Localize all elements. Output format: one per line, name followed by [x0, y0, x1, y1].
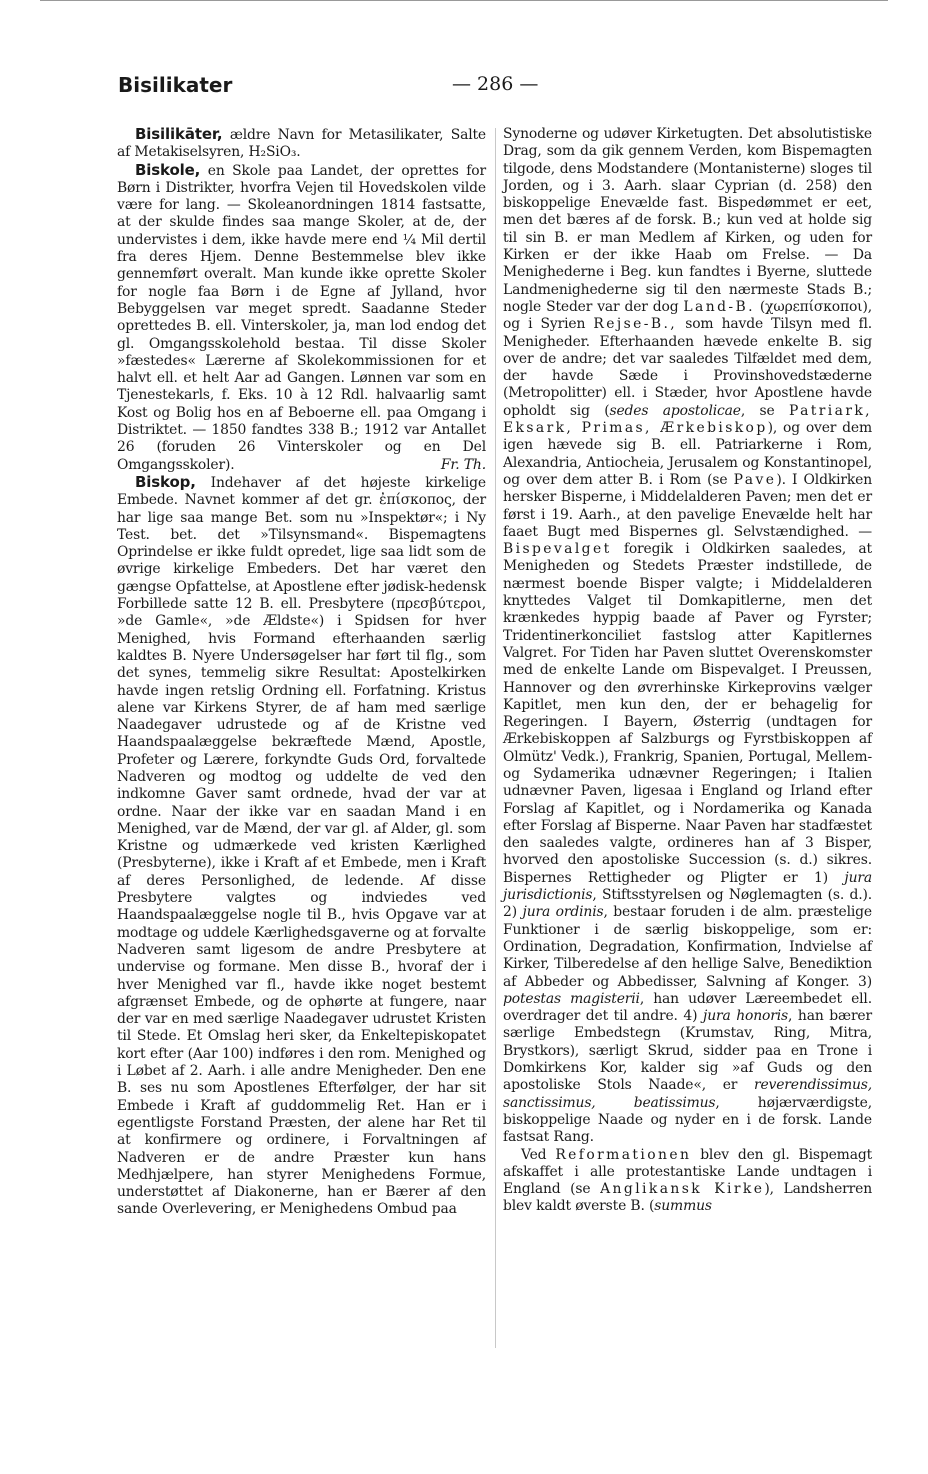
headword: Bisilikāter, [135, 125, 223, 143]
text: (χωρεπίσκοποι), og i Syrien [503, 298, 873, 333]
spaced-term: Land-B. [683, 298, 755, 315]
spaced-term: Patriark, Eksark, Primas, Ærkebiskop [503, 402, 872, 437]
author-signature: Fr. Th. [440, 456, 486, 473]
spaced-term: Reformationen [555, 1146, 692, 1163]
text: , højærværdigste, biskoppelige Naade og nyder en i de forsk. Lande fastsat Rang. [503, 1094, 872, 1146]
headword: Biskole, [135, 160, 201, 179]
spaced-term: Anglikansk Kirke [600, 1181, 765, 1198]
text: ), og over dem igen hævede sig B. ell. Patriarkerne i Rom, Alexandria, Antiocheia, Jerusalem og Konstantinopel, og over dem atter B. i Rom (se [503, 420, 872, 488]
entry-text: en Skole paa Landet, der oprettes for Børn i Distrikter, hvorfra Vejen til Hovedskolen vilde være for lang. — Skoleanordningen 1814 fastsatte, at der skulde findes saa mange Skoler, at de, der undervistes i dem, ikke havde mere end ¼ Mil dertil fra deres Hjem. Denne Bestemmelse blev ikke gennemført overalt. Man kunde ikke oprette Skoler for nogle faa Børn i de Egne af Jylland, hvor Bebyggelsen var meget spredt. Saadanne Steder oprettedes B. ell. Vinterskoler, ja, man lod endog det gl. Omgangsskolehold bestaa. Til disse Skoler »fæstedes« Lærerne af Skolekommissionen for et halvt ell. et helt Aar ad Gangen. Lønnen var som en Tjenestekarls, f. Eks. 10 à 12 Rdl. halvaarlig samt Kost og Bolig hos en af Beboerne ell. paa Omgang i Distriktet. — 1850 fandtes 338 B.; 1912 var Antallet 26 (foruden 26 Vinterskoler og en Del Omgangsskoler). [117, 162, 486, 473]
entry-text: Indehaver af det højeste kirkelige Embede. Navnet kommer af det gr. ἐπίσκοπος, der har lige saa mange Bet. som nu »Inspektør«; i Ny Test. bet. det »Tilsynsmand«. Bispemagtens Oprindelse er ikke fuldt opredet, lige saa lidt som de øvrige kirkelige Embeders. Det har været den gængse Opfattelse, at Apostlene efter jødisk-hedensk Forbillede satte 12 B. ell. Presbytere (πρεσβύτεροι, »de Gamle«, »de Ældste«) i Spidsen for hver Menighed, hvis Formand efterhaanden særlig kaldtes B. Nyere Undersøgelser har ført til flg., som det synes, temmelig sikre Resultat: Apostelkirken havde ingen retslig Ordning ell. Forfatning. Kristus alene var Kirkens Styrer, de af ham med særlige Naadegaver udrustede og af de Kristne ved Haandspaalæggelse bekræftede Mænd, Apostle, Profeter og Lærere, forkyndte Guds Ord, forvaltede Nadveren og modtog og uddelte de ved den indkomne Gaver samt ordnede, hvad der var at ordne. Naar der ikke var en saadan Mand i en Menighed, var de Mænd, der var gl. af Alder, gl. som Kristne og udmærkede ved kristen Kærlighed (Presbyterne), ikke i Kraft af et Embede, men i Kraft af deres Personlighed, de ledende. Af disse Presbytere valgtes og indviedes ved Haandspaalæggelse nogle til B., hvis Opgave var at modtage og uddele Kærlighedsgaverne og at forvalte Nadveren samt ligesom de andre Presbytere at undervise og formane. Men disse B., hvoraf der i hver Menighed var fl., havde ikke noget bestemt afgrænset Embede, og de ophørte at fungere, naar der var en med særlige Naadegaver udrustet Kristen til Stede. Et Omslag heri sker, da Enkeltepiskopatet kort efter (Aar 100) indføres i den rom. Menighed og i Løbet af 2. Aarh. i alle andre Menigheder. Den ene B. ses nu som Apostlenes Efterfølger, der har sit Embede i Kraft af guddommelig Ret. Han er i egentligste Forstand Præsten, der alene har Ret til at konfirmere og ordinere, i Forvaltningen af Nadveren er de andre Præster kun hans Medhjælpere, han styrer Menighedens Formue, understøttet af Diakonerne, han er Bærer af den sande Overlevering, er Menighedens Ombud paa [117, 474, 486, 1218]
text: som havde Tilsyn med fl. Menigheder. Efterhaanden hævede enkelte B. sig over de andre; det var saaledes Tilfældet med dem, der havde Sæde i Provinshovedstæderne (Metropolitter) ell. i Stæder, hvor Apostlene havde opholdt sig ( [503, 316, 873, 419]
italic-term: jura ordinis [522, 904, 604, 921]
entry-bisilikater [117, 126, 486, 162]
entry-text: ældre Navn for Metasilikater, Salte af Metakiselsyren, H₂SiO₃. [117, 127, 486, 161]
spaced-term: Bispevalget [503, 541, 612, 558]
paragraph [503, 126, 872, 1147]
running-head [118, 73, 878, 103]
paragraph [503, 1147, 872, 1216]
text: , bestaar foruden i de alm. præstelige Funktioner i de særlig biskoppelige, som er: Ordination, Degradation, Konfirmation, Indvielse af Kirker, Tilberedelse af den hellige Salve, Benediktion af Abbeder og Abbedisser, Salvning af Konger. 3) [503, 904, 872, 990]
text: ), Landsherren blev kaldt øverste B. ( [503, 1181, 872, 1215]
left-column [117, 126, 486, 1219]
text: , han bærer særlige Embedstegn (Krumstav, Ring, Mitra, Brystkors), særligt Skrud, sidder paa en Trone i Domkirkens Kor, kalder sig »af Guds og den apostoliske Stols Naade«, er [503, 1008, 872, 1094]
entry-biskole [117, 162, 486, 474]
text: , se [740, 402, 775, 419]
spaced-term: Pave [733, 471, 777, 488]
top-rule [40, 0, 888, 1]
spaced-term: Rejse-B., [593, 316, 678, 333]
italic-term: summus [654, 1198, 712, 1215]
italic-term: jura jurisdictionis [503, 869, 872, 904]
italic-term: jura honoris [703, 1008, 789, 1025]
italic-term: sedes apostolicae [609, 402, 741, 419]
text: Ved [521, 1146, 547, 1163]
text: , han udøver Læreembedet ell. overdrager det til andre. 4) [503, 990, 872, 1025]
right-column [503, 126, 872, 1216]
italic-term: reverendissimus, sanctissimus, beatissimus [503, 1077, 872, 1111]
italic-term: potestas magisterii [503, 990, 640, 1007]
text: blev den gl. Bispemagt afskaffet i alle protestantiske Lande undtagen i England (se [503, 1146, 873, 1198]
text: Synoderne og udøver Kirketugten. Det absolutistiske Drag, som da gik gennem Verden, kom Bispemagten tilgode, dens Modstandere (Montanisterne) sloges til Jorden, og i 3. Aarh. slaar Cyprian (d. 258) den biskoppelige Enevælde fast. Bispedømmet er eet, men det bæres af de forsk. B.; kun ved at holde sig til sin B. er man Medlem af Kirken, og uden for Kirken er der ikke Haab om Frelse. — Da Menighederne i Beg. kun fandtes i Byerne, sluttede Landmenighederne sig til den nærmeste Stads B.; nogle Steder var der dog [503, 126, 872, 315]
running-title: Bisilikater [118, 73, 233, 97]
entry-biskop [117, 474, 486, 1219]
text: foregik i Oldkirken saaledes, at Menigheden og Stedets Præster indstillede, de nærmest boende Bisper valgte; i Middelalderen knyttedes Valget til Domkapitlerne, men det krænkedes hyppig baade af Paver og Fyrster; Tridentinerkonciliet fastslog atter Kapitlernes Valgret. For Tiden har Paven sluttet Overenskomster med de enkelte Lande om Bispevalget. I Preussen, Hannover og den øvrerhinske Kirkeprovins vælger Kapitlet, men kun den, der er behagelig for Regeringen. I Bayern, Østerrig (undtagen for Ærkebiskoppen af Salzburgs og Fyrstbiskoppen af Olmütz' Vedk.), Frankrig, Spanien, Portugal, Mellem- og Sydamerika udnævner Regeringen; i Italien udnævner Paven, ligesaa i England og Irland efter Forslag af Kapitlet, og i Nordamerika og Kanada efter Forslag af Bisperne. Naar Paven har stadfæstet den saaledes valgte, ordineres han af 3 Bisper, hvorved den apostoliske Succession (s. d.) sikres. Bispernes Rettigheder og Pligter er 1) [503, 541, 872, 886]
text: , Stiftsstyrelsen og Nøglemagten (s. d.). 2) [503, 887, 872, 921]
column-divider [495, 128, 496, 1348]
headword: Biskop, [135, 472, 196, 491]
page-number: — 286 — [452, 73, 539, 95]
text: ). I Oldkirken hersker Bisperne, i Middelalderen Paven; men det er først i 19. Aarh., at den pavelige Enevælde helt har faaet Bugt med Bispernes gl. Selvstændighed. — [503, 471, 872, 540]
